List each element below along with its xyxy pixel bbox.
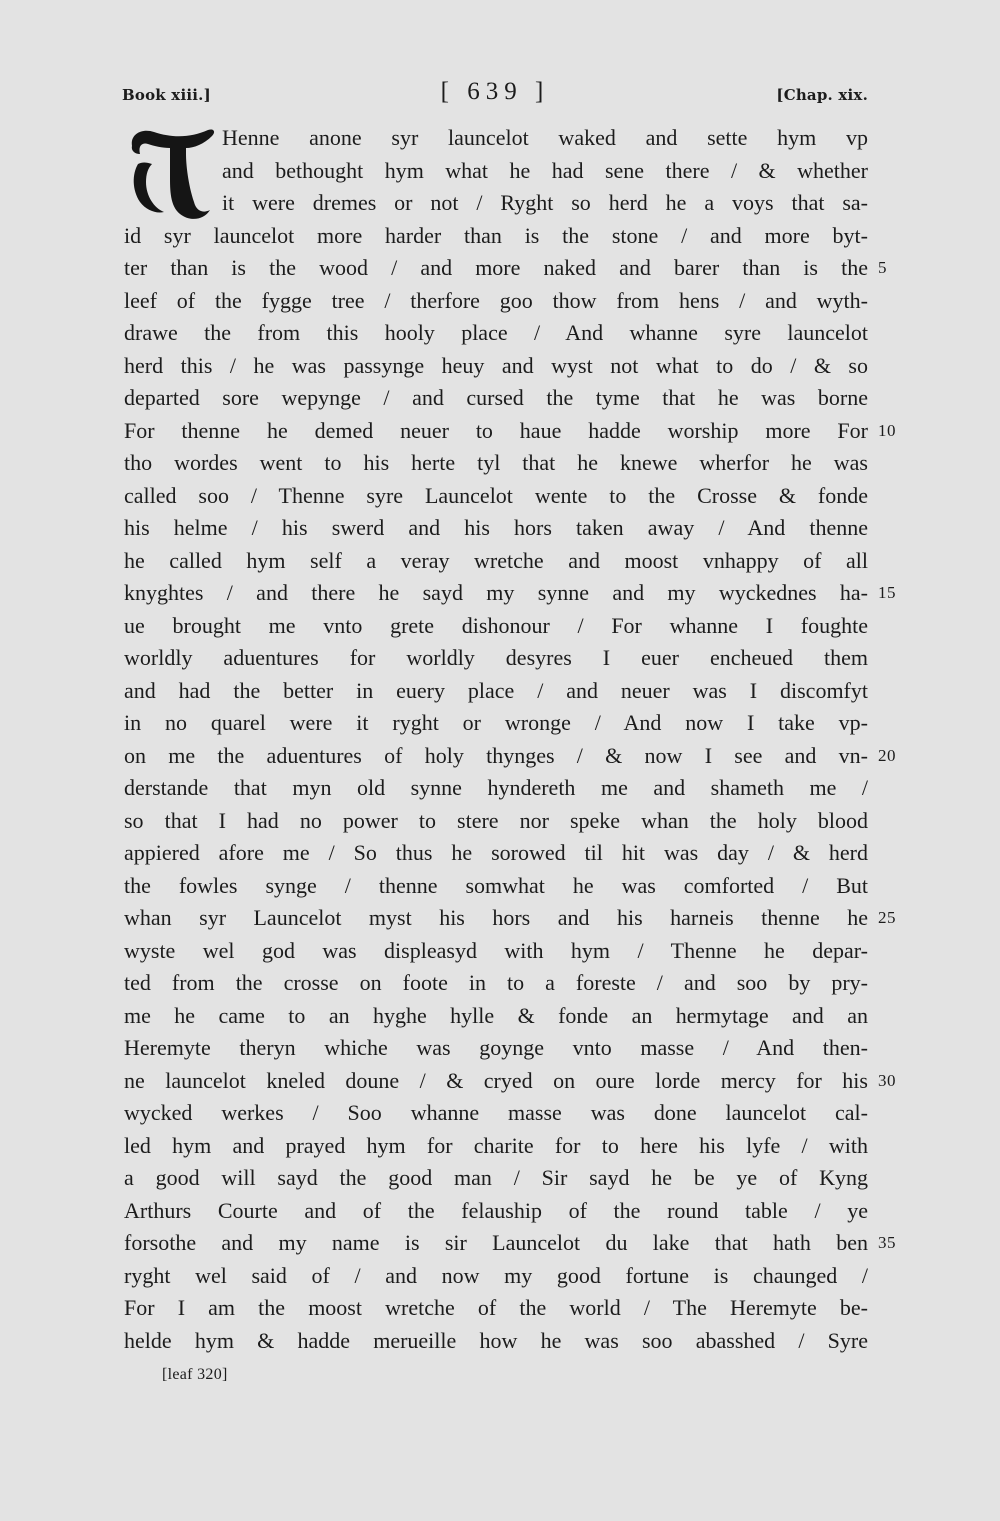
chapter-label: [Chap. xix. [776, 86, 868, 104]
text-line: and had the better in euery place / and neuer was I discomfyt [124, 677, 868, 703]
text-line: Arthurs Courte and of the felauship of the round table / ye [124, 1197, 868, 1223]
text-line: Henne anone syr launcelot waked and sette hym vp [222, 125, 868, 150]
leaf-note: [leaf 320] [162, 1366, 228, 1383]
text-line: helde hym & hadde merueille how he was soo abasshed / Syre [124, 1327, 868, 1353]
text-line: he called hym self a veray wretche and moost vnhappy of all [124, 547, 868, 573]
book-label: Book xiii.] [122, 86, 211, 104]
text-line: appiered afore me / So thus he sorowed til hit was day / & herd [124, 840, 868, 865]
text-line: called soo / Thenne syre Launcelot wente to the Crosse & fonde [124, 482, 868, 508]
line-number: 10 [878, 420, 896, 440]
body-text [124, 122, 896, 1357]
text-line: the fowles synge / thenne somwhat he was comforted / But [124, 872, 868, 898]
text-line: so that I had no power to stere nor speke whan the holy blood [124, 807, 868, 833]
line-number: 20 [878, 745, 896, 765]
text-line: ryght wel said of / and now my good fortune is chaunged / [124, 1262, 868, 1288]
running-head [122, 78, 868, 112]
text-line: departed sore wepynge / and cursed the tyme that he was borne [124, 385, 868, 410]
text-line: ter than is the wood / and more naked and barer than is the 5 [124, 252, 868, 285]
text-line: me he came to an hyghe hylle & fonde an hermytage and an [124, 1002, 868, 1028]
line-number: 25 [878, 908, 896, 927]
text-line: forsothe and my name is sir Launcelot du lake that hath ben 35 [124, 1227, 868, 1260]
text-line: ue brought me vnto grete dishonour / For whanne I foughte [124, 612, 868, 638]
line-number: 15 [878, 583, 896, 602]
page-number: [ 639 ] [440, 78, 550, 105]
text-line: For thenne he demed neuer to haue hadde worship more For 10 [124, 415, 868, 448]
text-line: drawe the from this hooly place / And whanne syre launcelot [124, 320, 868, 345]
text-line: worldly aduentures for worldly desyres I euer encheued them [124, 645, 868, 670]
line-number: 5 [878, 258, 887, 277]
text-line: wycked werkes / Soo whanne masse was done launcelot cal- [124, 1100, 868, 1125]
text-line: herd this / he was passynge heuy and wyst not what to do / & so [124, 352, 868, 378]
text-line: a good will sayd the good man / Sir sayd he be ye of Kyng [124, 1165, 868, 1190]
text-line: ne launcelot kneled doune / & cryed on oure lorde mercy for his 30 [124, 1065, 868, 1098]
text-line: ted from the crosse on foote in to a foreste / and soo by pry- [124, 970, 868, 995]
text-line: leef of the fygge tree / therfore goo thow from hens / and wyth- [124, 287, 868, 313]
text-line: whan syr Launcelot myst his hors and his harneis thenne he 25 [124, 902, 868, 935]
text-line: led hym and prayed hym for charite for to here his lyfe / with [124, 1132, 868, 1158]
text-line: tho wordes went to his herte tyl that he knewe wherfor he was [124, 450, 868, 475]
text-line: derstande that myn old synne hyndereth me and shameth me / [124, 775, 868, 800]
text-line: on me the aduentures of holy thynges / & now I see and vn- 20 [124, 740, 868, 773]
text-line: Heremyte theryn whiche was goynge vnto masse / And then- [124, 1035, 868, 1060]
text-line: and bethought hym what he had sene there / & whether [222, 157, 868, 183]
text-line: knyghtes / and there he sayd my synne and my wyckednes ha- 15 [124, 577, 868, 610]
line-number: 35 [878, 1233, 896, 1252]
text-line: it were dremes or not / Ryght so herd he a voys that sa- [222, 190, 868, 215]
text-line: in no quarel were it ryght or wronge / And now I take vp- [124, 710, 868, 735]
text-line: wyste wel god was displeasyd with hym / Thenne he depar- [124, 937, 868, 963]
text-line: id syr launcelot more harder than is the stone / and more byt- [124, 222, 868, 248]
text-line: For I am the moost wretche of the world / The Heremyte be- [124, 1295, 868, 1320]
line-number: 30 [878, 1070, 896, 1090]
text-line: his helme / his swerd and his hors taken away / And thenne [124, 515, 868, 540]
